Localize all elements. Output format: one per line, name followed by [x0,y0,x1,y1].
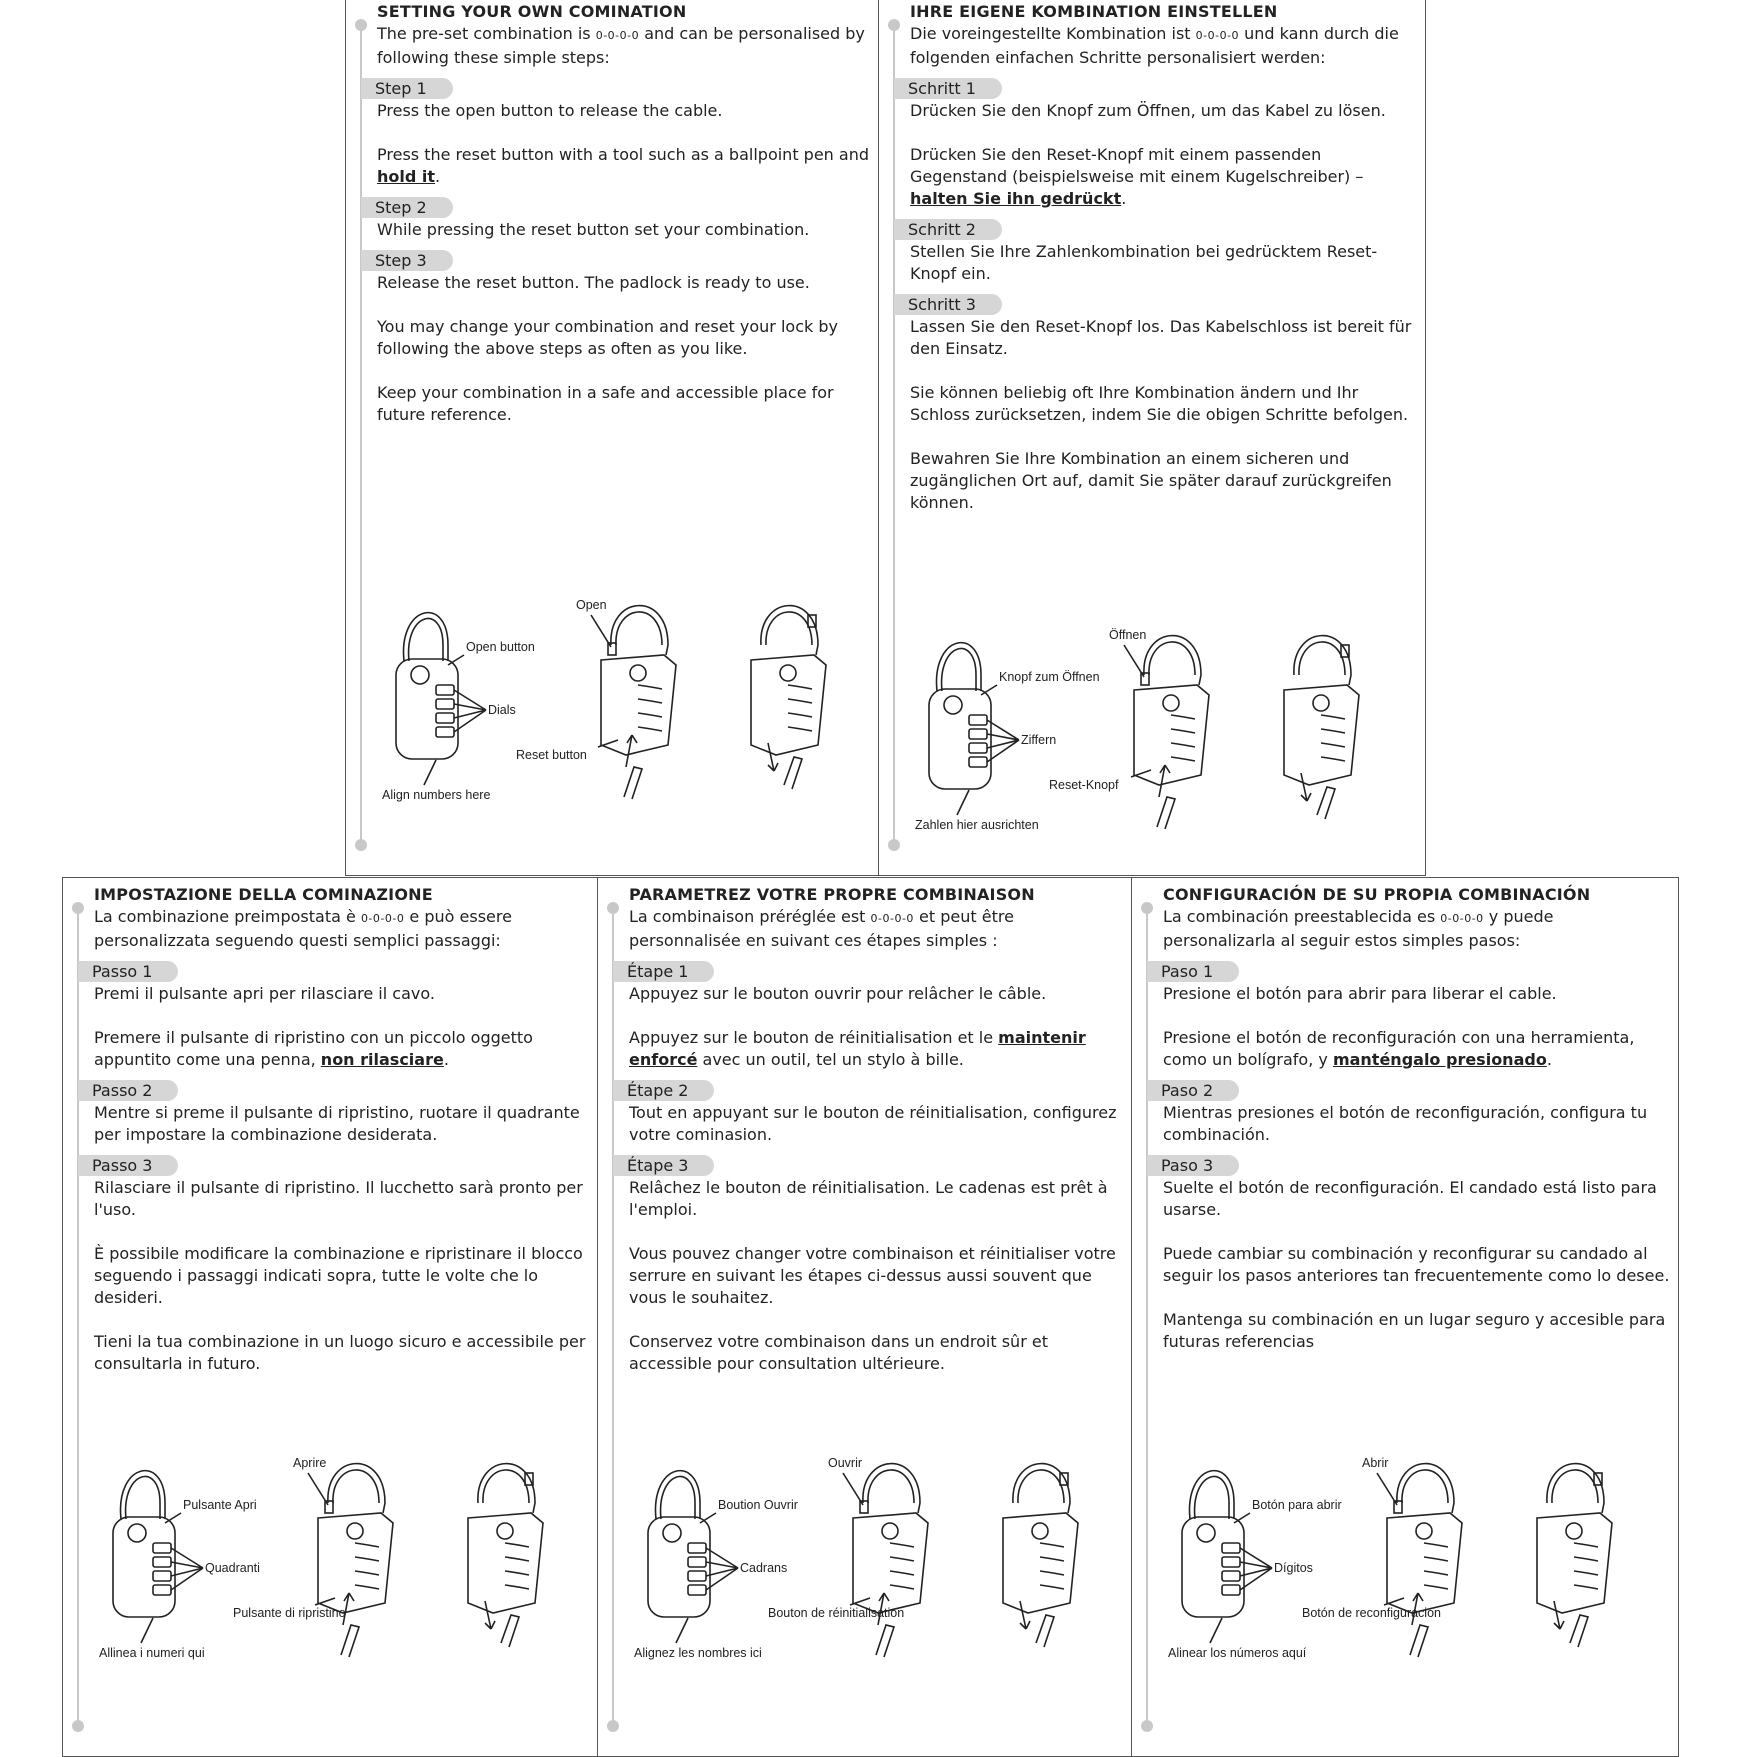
panel-content [94,884,589,1375]
panel-content [910,1,1417,514]
instruction-panel-de [878,0,1426,876]
padlock-open-view [1124,636,1209,829]
step-3-badge: Schritt 3 [894,294,1002,315]
padlock-front-view [396,613,486,785]
timeline-rail [77,908,79,1726]
padlock-front-view [1182,1471,1272,1643]
step-3-badge: Passo 3 [78,1155,178,1176]
label-open-button: Boution Ouvrir [718,1498,798,1512]
step-1-badge: Step 1 [361,78,453,99]
intro-text: The pre-set combination is 0-0-0-0 and can be personalised by following these simple steps: [377,24,865,67]
note-change-text: È possibile modificare la combinazione e ripristinare il blocco seguendo i passaggi indicati sopra, tutte le volte che lo desideri. [94,1244,583,1307]
padlock-open-view [843,1464,928,1657]
step-1-text-a: Presione el botón para abrir para liberar el cable. [1163,984,1557,1003]
padlock-front-view [648,1471,738,1643]
padlock-reset-view [751,606,826,789]
step-2-text: Mentre si preme il pulsante di ripristino, ruotare il quadrante per impostare la combinazione desiderata. [94,1103,580,1144]
padlock-reset-view [1537,1464,1612,1647]
default-code: 0-0-0-0 [595,29,640,42]
padlock-diagram [909,615,1379,835]
label-open-button: Botón para abrir [1252,1498,1342,1512]
panel-content [629,884,1123,1375]
note-keep-text: Mantenga su combinación en un lugar seguro y accesible para futuras referencias [1163,1310,1666,1351]
step-3-text: Relâchez le bouton de réinitialisation. Le cadenas est prêt à l'emploi. [629,1178,1108,1219]
intro-text: La combinaison préréglée est 0-0-0-0 et peut être personnalisée en suivant ces étapes simples : [629,907,1014,950]
label-open: Aprire [293,1456,327,1470]
timeline-rail [612,908,614,1726]
step-1-badge: Passo 1 [78,961,178,982]
instruction-panel-it [62,877,598,1757]
emphasis-text: manténgalo presionado [1332,1050,1547,1069]
padlock-diagram [1162,1443,1632,1663]
label-reset-button: Reset-Knopf [1049,778,1119,792]
step-1-text-b: Press the reset button with a tool such as a ballpoint pen and hold it. [377,145,869,186]
step-3-text: Lassen Sie den Reset-Knopf los. Das Kabelschloss ist bereit für den Einsatz. [910,317,1412,358]
padlock-reset-view [468,1464,543,1647]
label-align-numbers: Zahlen hier ausrichten [915,818,1039,832]
default-code: 0-0-0-0 [360,912,405,925]
step-1-text-a: Press the open button to release the cable. [377,101,723,120]
note-change-text: Sie können beliebig oft Ihre Kombination ändern und Ihr Schloss zurücksetzen, indem Sie die obigen Schritte befolgen. [910,383,1409,424]
padlock-reset-view [1003,1464,1078,1647]
step-2-badge: Step 2 [361,197,453,218]
label-open: Ouvrir [828,1456,863,1470]
intro-text: La combinazione preimpostata è 0-0-0-0 e può essere personalizzata seguendo questi semplici passaggi: [94,907,512,950]
instruction-panel-fr [597,877,1132,1757]
default-code: 0-0-0-0 [1440,912,1484,925]
step-1-badge: Paso 1 [1147,961,1239,982]
label-open: Abrir [1362,1456,1389,1470]
label-dials: Cadrans [740,1561,788,1575]
timeline-rail [360,25,362,845]
label-reset-button: Reset button [516,748,587,762]
emphasis-text: non rilasciare [320,1050,444,1069]
step-1-text-b: Premere il pulsante di ripristino con un piccolo oggetto appuntito come una penna, non rilasciare. [94,1028,533,1069]
label-align-numbers: Alinear los números aquí [1168,1646,1307,1660]
step-3-badge: Step 3 [361,250,453,271]
padlock-open-view [1377,1464,1462,1657]
label-open-button: Open button [466,640,535,654]
step-1-badge: Étape 1 [613,961,714,982]
step-2-badge: Schritt 2 [894,219,1002,240]
intro-text: La combinación preestablecida es 0-0-0-0 y puede personalizarla al seguir estos simples pasos: [1163,907,1554,950]
timeline-rail [893,25,895,845]
note-keep-text: Keep your combination in a safe and accessible place for future reference. [377,383,834,424]
panel-title: IMPOSTAZIONE DELLA COMINAZIONE [94,885,433,904]
step-3-text: Rilasciare il pulsante di ripristino. Il lucchetto sarà pronto per l'uso. [94,1178,583,1219]
padlock-front-view [113,1471,203,1643]
step-2-text: While pressing the reset button set your combination. [377,220,810,239]
step-1-text-b: Appuyez sur le bouton de réinitialisation et le maintenir enforcé avec un outil, tel un stylo à bille. [629,1028,1086,1069]
label-open-button: Pulsante Apri [183,1498,257,1512]
step-3-text: Release the reset button. The padlock is ready to use. [377,273,810,292]
padlock-diagram [628,1443,1098,1663]
note-change-text: You may change your combination and reset your lock by following the above steps as often as you like. [377,317,838,358]
padlock-open-view [591,606,676,799]
label-align-numbers: Alignez les nombres ici [634,1646,762,1660]
padlock-diagram [93,1443,563,1663]
step-2-badge: Paso 2 [1147,1080,1239,1101]
panel-content [377,1,870,426]
padlock-front-view [929,643,1019,815]
label-reset-button: Botón de reconfiguración [1302,1606,1441,1620]
label-open: Open [576,598,607,612]
label-align-numbers: Allinea i numeri qui [99,1646,205,1660]
step-1-text-a: Drücken Sie den Knopf zum Öffnen, um das Kabel zu lösen. [910,101,1386,120]
label-reset-button: Pulsante di ripristino [233,1606,346,1620]
label-align-numbers: Align numbers here [382,788,491,802]
panel-title: SETTING YOUR OWN COMINATION [377,2,687,21]
note-change-text: Vous pouvez changer votre combinaison et réinitialiser votre serrure en suivant les étapes ci-dessus aussi souvent que vous le souhaitez. [629,1244,1116,1307]
timeline-rail [1146,908,1148,1726]
panel-title: CONFIGURACIÓN DE SU PROPIA COMBINACIÓN [1163,885,1591,904]
emphasis-text: halten Sie ihn gedrückt [910,189,1122,208]
intro-text: Die voreingestellte Kombination ist 0-0-0-0 und kann durch die folgenden einfachen Schritte personalisiert werden: [910,24,1399,67]
note-keep-text: Conservez votre combinaison dans un endroit sûr et accessible pour consultation ultérieure. [629,1332,1048,1373]
label-open: Öffnen [1109,628,1147,642]
padlock-diagram [376,585,846,805]
step-1-badge: Schritt 1 [894,78,1002,99]
label-open-button: Knopf zum Öffnen [999,670,1100,684]
step-2-text: Tout en appuyant sur le bouton de réinitialisation, configurez votre cominasion. [629,1103,1117,1144]
panel-content [1163,884,1670,1353]
step-2-badge: Étape 2 [613,1080,714,1101]
note-keep-text: Bewahren Sie Ihre Kombination an einem sicheren und zugänglichen Ort auf, damit Sie später darauf zurückgreifen können. [910,449,1392,512]
default-code: 0-0-0-0 [1195,29,1240,42]
step-2-text: Stellen Sie Ihre Zahlenkombination bei gedrücktem Reset-Knopf ein. [910,242,1378,283]
step-1-text-a: Premi il pulsante apri per rilasciare il cavo. [94,984,435,1003]
note-keep-text: Tieni la tua combinazione in un luogo sicuro e accessibile per consultarla in futuro. [94,1332,586,1373]
step-3-badge: Étape 3 [613,1155,714,1176]
note-change-text: Puede cambiar su combinación y reconfigurar su candado al seguir los pasos anteriores tan frecuentemente como lo desee. [1163,1244,1670,1285]
instruction-panel-es [1131,877,1679,1757]
label-dials: Ziffern [1021,733,1057,747]
instruction-panel-en [345,0,879,876]
emphasis-text: maintenir enforcé [629,1028,1086,1069]
label-dials: Quadranti [205,1561,260,1575]
step-3-badge: Paso 3 [1147,1155,1239,1176]
step-1-text-a: Appuyez sur le bouton ouvrir pour relâcher le câble. [629,984,1047,1003]
padlock-open-view [308,1464,393,1657]
label-reset-button: Bouton de réinitialisation [768,1606,905,1620]
label-dials: Dígitos [1274,1561,1313,1575]
step-2-badge: Passo 2 [78,1080,178,1101]
default-code: 0-0-0-0 [870,912,914,925]
panel-title: IHRE EIGENE KOMBINATION EINSTELLEN [910,2,1278,21]
emphasis-text: hold it [377,167,436,186]
label-dials: Dials [488,703,516,717]
step-2-text: Mientras presiones el botón de reconfiguración, configura tu combinación. [1163,1103,1648,1144]
step-3-text: Suelte el botón de reconfiguración. El candado está listo para usarse. [1163,1178,1657,1219]
step-1-text-b: Drücken Sie den Reset-Knopf mit einem passenden Gegenstand (beispielsweise mit einem Kugelschreiber) – halten Sie ihn gedrückt. [910,145,1364,208]
step-1-text-b: Presione el botón de reconfiguración con una herramienta, como un bolígrafo, y manténgalo presionado. [1163,1028,1635,1069]
panel-title: PARAMETREZ VOTRE PROPRE COMBINAISON [629,885,1035,904]
padlock-reset-view [1284,636,1359,819]
